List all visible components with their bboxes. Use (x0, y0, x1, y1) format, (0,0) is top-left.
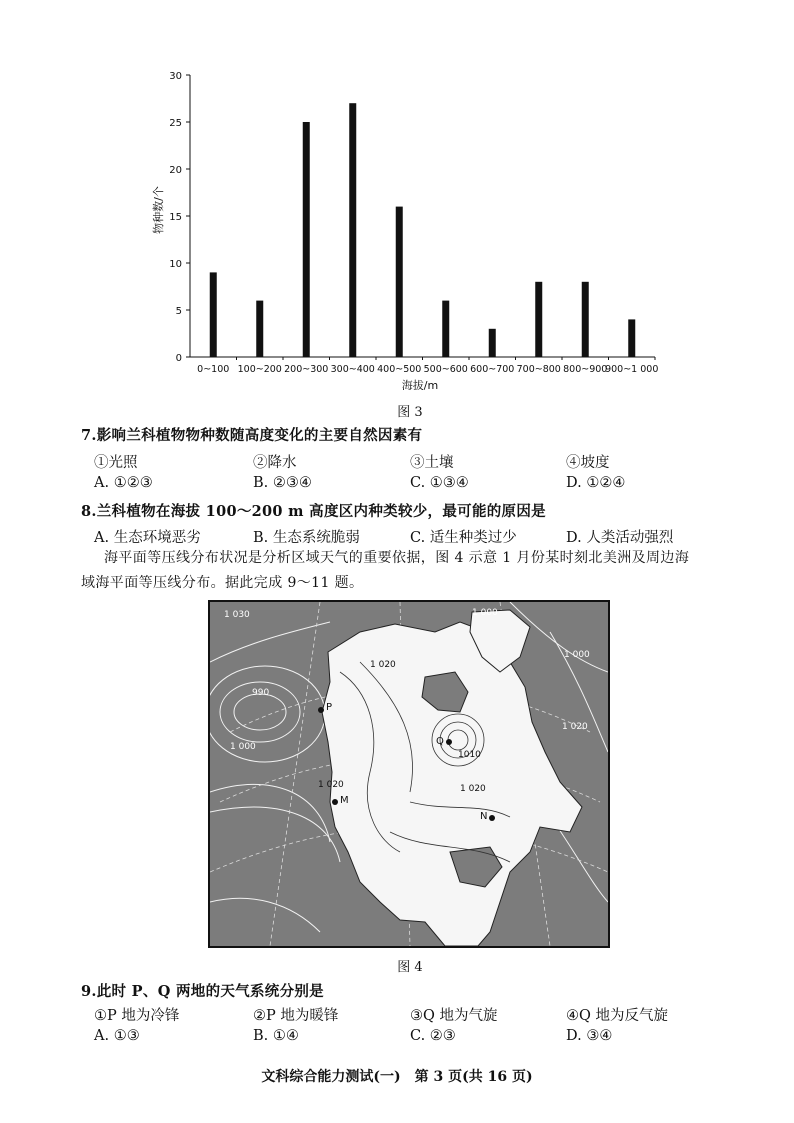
q9-item-3: ③Q 地为气旋 (410, 1008, 498, 1024)
q7-item-2: ②降水 (253, 455, 297, 471)
chart-x-tick-label: 500~600 (423, 364, 468, 375)
chart-x-tick-label: 100~200 (237, 364, 282, 375)
isobar-label-990: 990 (252, 688, 270, 698)
chart-bar (582, 282, 589, 357)
chart-y-tick-label: 15 (169, 212, 182, 223)
q9-option-c[interactable]: C. ②③ (410, 1028, 456, 1044)
label-m: M (340, 795, 349, 806)
chart-x-tick-label: 200~300 (284, 364, 329, 375)
question-8-stem: 8.兰科植物在海拔 100～200 m 高度区内种类较少，最可能的原因是 (81, 503, 546, 520)
species-elevation-bar-chart (150, 60, 670, 390)
isobar-label-1000-north: 1 000 (472, 608, 498, 618)
chart-y-tick-label: 5 (175, 306, 182, 317)
isobar-label-1000-west: 1 000 (230, 742, 256, 752)
point-q (446, 739, 452, 745)
figure-4-caption: 图 4 (397, 960, 423, 975)
chart-x-ticks (197, 357, 658, 375)
q7-option-a[interactable]: A. ①②③ (94, 475, 153, 491)
q7-option-c[interactable]: C. ①③④ (410, 475, 469, 491)
label-p: P (326, 702, 333, 713)
isobar-label-1020-d: 1 020 (562, 722, 588, 732)
chart-x-tick-label: 700~800 (516, 364, 561, 375)
q8-option-d[interactable]: D. 人类活动强烈 (566, 530, 674, 546)
chart-x-tick-label: 800~900 (563, 364, 608, 375)
chart-x-tick-label: 600~700 (470, 364, 515, 375)
q9-item-2: ②P 地为暖锋 (253, 1008, 339, 1024)
point-p (318, 707, 324, 713)
q7-option-d[interactable]: D. ①②④ (566, 475, 626, 491)
chart-x-tick-label: 0~100 (197, 364, 230, 375)
q7-item-1: ①光照 (94, 455, 138, 471)
question-7-stem: 7.影响兰科植物物种数随高度变化的主要自然因素有 (81, 427, 423, 444)
intro-line-2: 域海平面等压线分布。据此完成 9～11 题。 (81, 575, 364, 591)
north-america-isobar-map (208, 600, 610, 948)
north-america-landmass (322, 622, 582, 946)
chart-y-tick-label: 30 (169, 71, 182, 82)
chart-y-ticks (169, 71, 190, 364)
chart-bar (489, 329, 496, 357)
chart-y-tick-label: 20 (169, 165, 182, 176)
chart-y-tick-label: 0 (175, 353, 182, 364)
question-9-stem: 9.此时 P、Q 两地的天气系统分别是 (81, 983, 324, 1000)
q7-option-b[interactable]: B. ②③④ (253, 475, 312, 491)
chart-bars (210, 103, 636, 357)
q9-option-b[interactable]: B. ①④ (253, 1028, 299, 1044)
isobar-map-graphic (210, 602, 608, 946)
q8-option-b[interactable]: B. 生态系统脆弱 (253, 530, 360, 546)
isobar-label-1020-a: 1 020 (370, 660, 396, 670)
q8-option-a[interactable]: A. 生态环境恶劣 (94, 530, 201, 546)
chart-x-axis-label: 海拔/m (401, 379, 439, 390)
chart-y-axis-label: 物种数/个 (152, 186, 165, 234)
chart-y-tick-label: 25 (169, 118, 182, 129)
chart-bar (535, 282, 542, 357)
intro-line-1: 海平面等压线分布状况是分析区域天气的重要依据，图 4 示意 1 月份某时刻北美洲及周边海 (104, 550, 690, 566)
chart-bar (210, 272, 217, 357)
chart-bar (303, 122, 310, 357)
chart-bar (628, 319, 635, 357)
q9-option-a[interactable]: A. ①③ (94, 1028, 140, 1044)
q9-option-d[interactable]: D. ③④ (566, 1028, 613, 1044)
q7-item-3: ③土壤 (410, 455, 454, 471)
label-n: N (480, 811, 488, 822)
chart-x-tick-label: 300~400 (330, 364, 375, 375)
chart-bar (256, 301, 263, 357)
chart-bar (442, 301, 449, 357)
chart-bar (349, 103, 356, 357)
chart-y-tick-label: 10 (169, 259, 182, 270)
chart-x-tick-label: 900~1 000 (605, 364, 659, 375)
q8-option-c[interactable]: C. 适生种类过少 (410, 530, 517, 546)
isobar-label-1030: 1 030 (224, 610, 250, 620)
q9-item-4: ④Q 地为反气旋 (566, 1008, 668, 1024)
q9-item-1: ①P 地为冷锋 (94, 1008, 180, 1024)
isobar-label-1020-c: 1 020 (460, 784, 486, 794)
point-n (489, 815, 495, 821)
figure-3-caption: 图 3 (397, 405, 423, 420)
q7-item-4: ④坡度 (566, 455, 610, 471)
isobar-label-1020-b: 1 020 (318, 780, 344, 790)
label-q: Q (436, 736, 444, 747)
chart-bar (396, 207, 403, 357)
chart-x-tick-label: 400~500 (377, 364, 422, 375)
page-footer: 文科综合能力测试(一) 第 3 页(共 16 页) (261, 1069, 533, 1085)
isobar-label-1010: 1010 (458, 750, 481, 760)
isobar-label-1000-east: 1 000 (564, 650, 590, 660)
point-m (332, 799, 338, 805)
